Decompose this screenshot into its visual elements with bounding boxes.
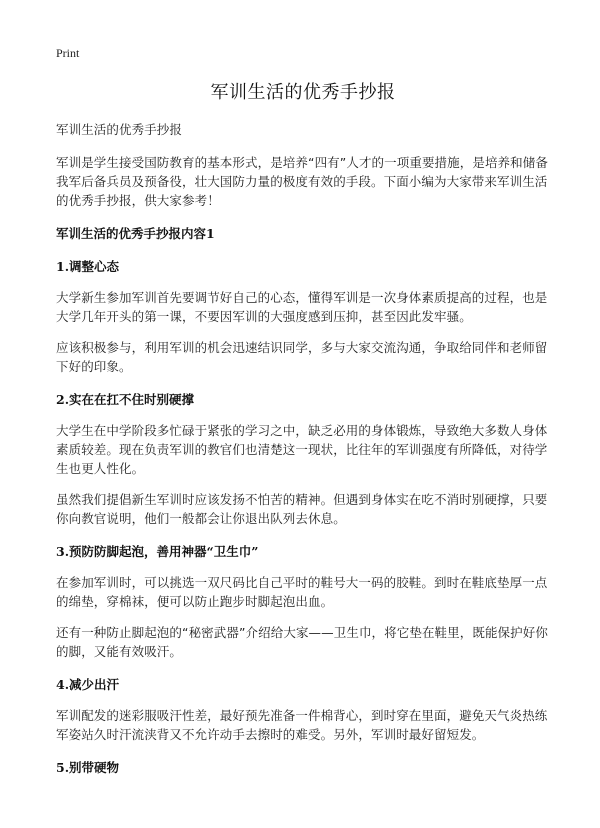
section-paragraph: 军训配发的迷彩服吸汗性差，最好预先准备一件棉背心，到时穿在里面，避免天气炎热练军姿站久时汗流浃背又不允许动手去擦时的难受。另外，军训时最好留短发。: [56, 708, 548, 742]
section-paragraph: 大学生在中学阶段多忙碌于紧张的学习之中，缺乏必用的身体锻炼，导致绝大多数人身体素质较差。现在负责军训的教官们也清楚这一现状，比往年的军训强度有所降低，对待学生也更人性化。: [56, 423, 548, 476]
document-content: [56, 120, 550, 777]
print-link[interactable]: Print: [56, 46, 80, 60]
section-heading: 5.别带硬物: [56, 760, 120, 775]
section-heading: 4.减少出汗: [56, 677, 120, 692]
section-paragraph: 大学新生参加军训首先要调节好自己的心态，懂得军训是一次身体素质提高的过程，也是大学几年开头的第一课，不要因军训的大强度感到压抑，甚至因此发牢骚。: [56, 290, 548, 324]
section-paragraph: 虽然我们提倡新生军训时应该发扬不怕苦的精神。但遇到身体实在吃不消时别硬撑，只要你向教官说明，他们一般都会让你退出队列去休息。: [56, 492, 548, 526]
section-heading: 2.实在在扛不住时别硬撑: [56, 392, 195, 407]
section-heading: 3.预防防脚起泡，善用神器“卫生巾”: [56, 544, 259, 559]
subtitle: 军训生活的优秀手抄报: [56, 122, 183, 137]
document-title: 军训生活的优秀手抄报: [210, 82, 396, 103]
section-heading: 1.调整心态: [56, 259, 120, 274]
section-paragraph: 在参加军训时，可以挑选一双尺码比自己平时的鞋号大一码的胶鞋。到时在鞋底垫厚一点的绵垫，穿棉袜，便可以防止跑步时脚起泡出血。: [56, 575, 548, 609]
section-paragraph: 应该积极参与，利用军训的机会迅速结识同学，多与大家交流沟通，争取给同伴和老师留下好的印象。: [56, 340, 548, 374]
content-heading: 军训生活的优秀手抄报内容1: [56, 226, 215, 241]
section-paragraph: 还有一种防止脚起泡的“秘密武器”介绍给大家——卫生巾，将它垫在鞋里，既能保护好你的脚，又能有效吸汗。: [56, 625, 548, 659]
intro-paragraph: 军训是学生接受国防教育的基本形式，是培养“四有”人才的一项重要措施，是培养和储备我军后备兵员及预备役，壮大国防力量的极度有效的手段。下面小编为大家带来军训生活的优秀手抄报，供大家参考！: [56, 155, 548, 208]
